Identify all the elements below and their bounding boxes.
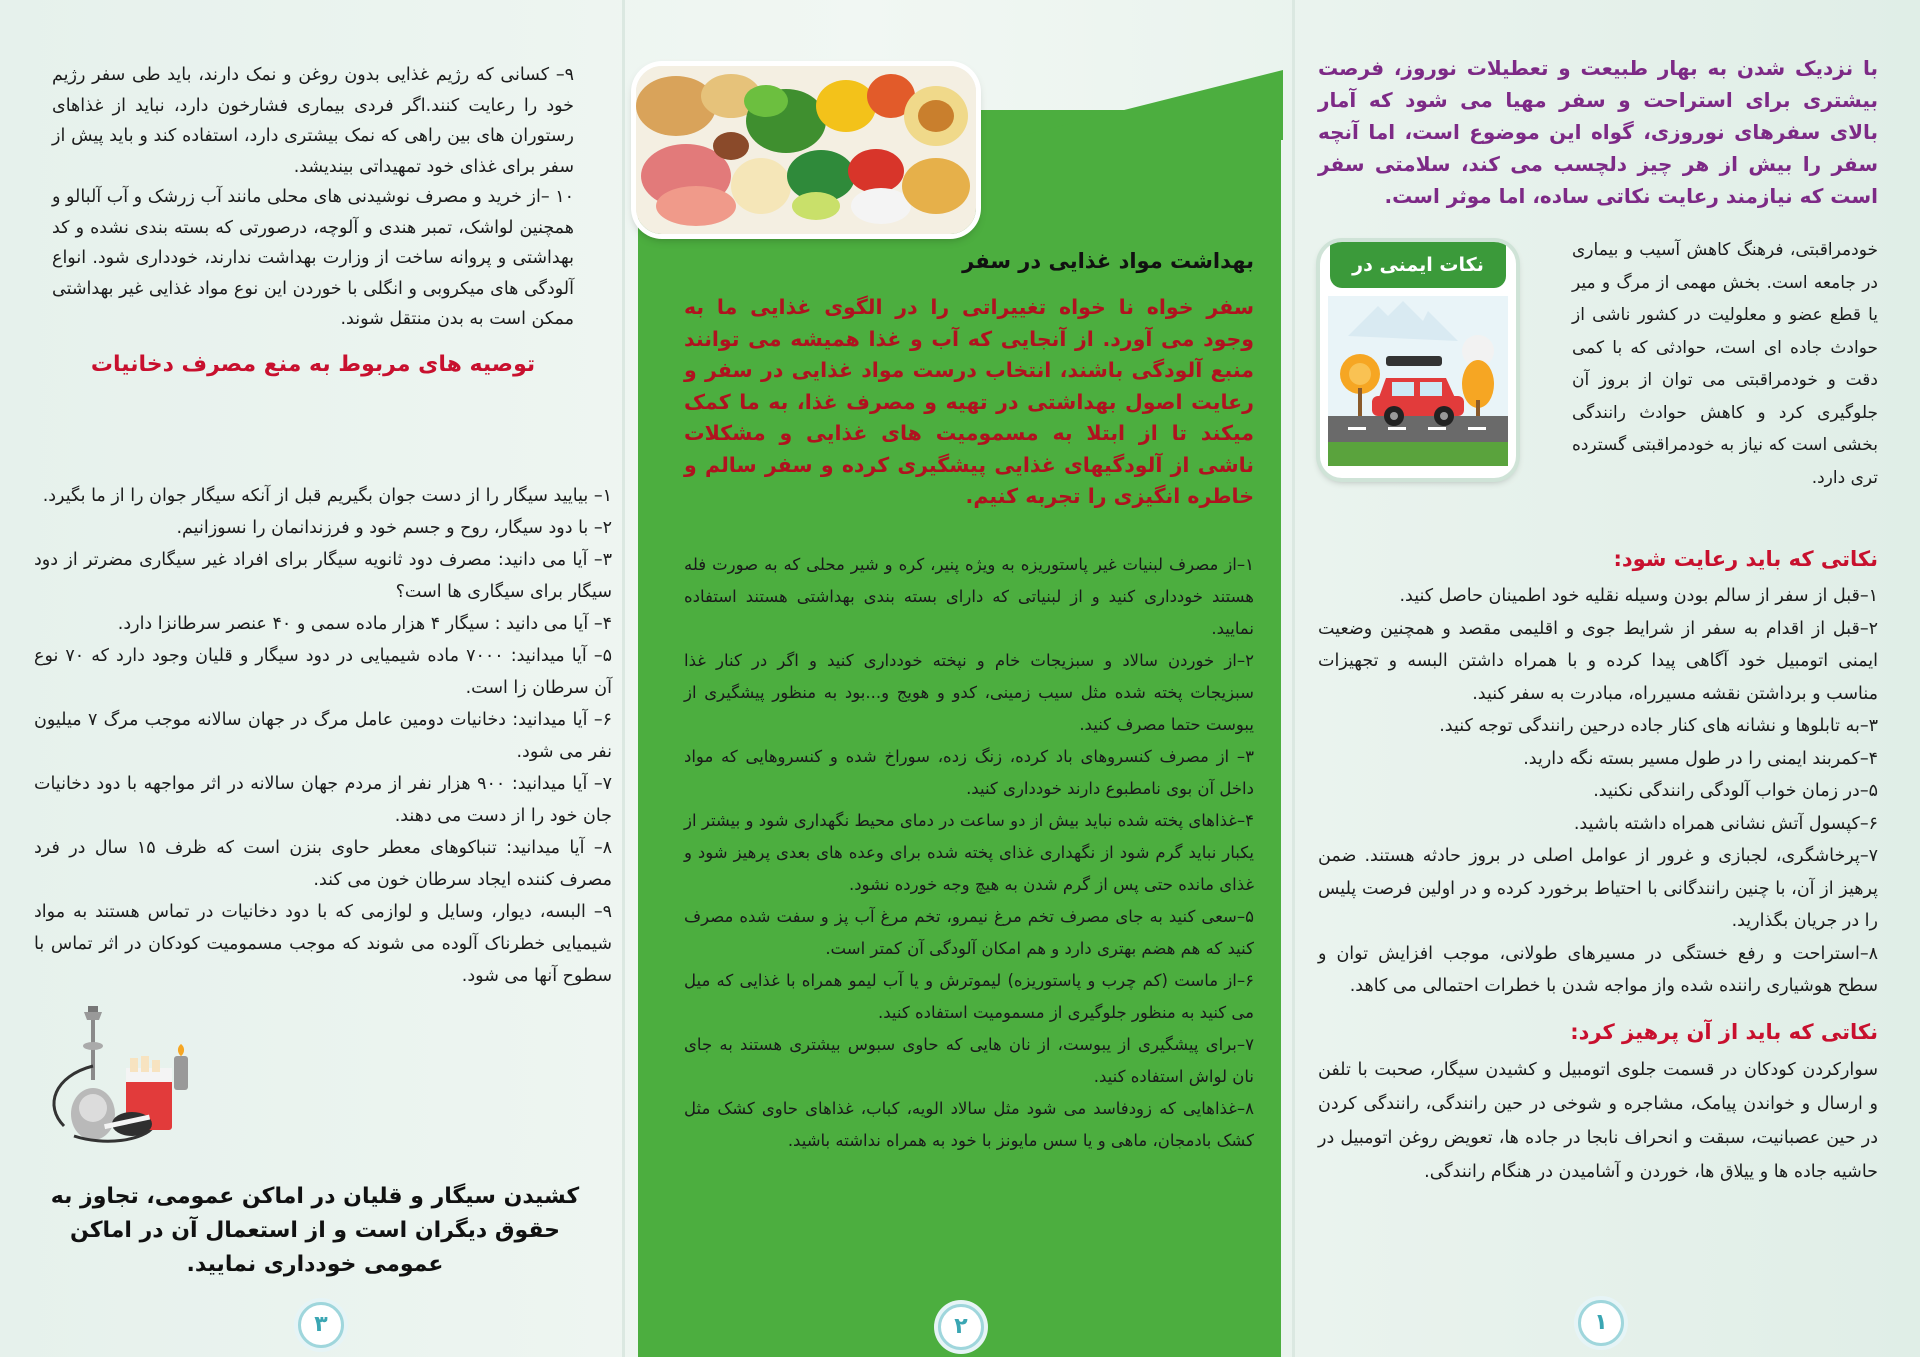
list-item: ۲–قبل از اقدام به سفر از شرایط جوی و اقلیمی مقصد و همچنین وضعیت ایمنی اتومبیل خود آگاهی پیدا کرده و با همراه داشتن البسه و تجهیزات مناسب و برداشتن نقشه مسیرراه، مبادرت به سفر کنید. — [1318, 618, 1878, 704]
food-tips-list — [684, 549, 1254, 1157]
list-item: ۶– آیا میدانید: دخانیات دومین عامل مرگ در جهان سالانه موجب مرگ ۷ میلیون نفر می شود. — [34, 710, 613, 762]
list-item: ۱–قبل از سفر از سالم بودن وسیله نقلیه خود اطمینان حاصل کنید. — [1399, 586, 1878, 606]
list-item: ۹– کسانی که رژیم غذایی بدون روغن و نمک دارند، باید طی سفر رژیم خود را رعایت کنند.اگر فردی بیماری فشارخون دارد، نباید از غذاهای رستوران های بین راهی که نمک بیشتری دارد، استفاده کند و باید پیش از سفر برای غذای خود تمهیداتی بیندیشد. — [52, 65, 574, 177]
smoking-list — [34, 480, 612, 992]
list-item: ۴– آیا می دانید : سیگار ۴ هزار ماده سمی و ۴۰ عنصر سرطانزا دارد. — [117, 614, 612, 634]
list-item: ۵–سعی کنید به جای مصرف تخم مرغ نیمرو، تخم مرغ آب پز و سفت شده مصرف کنید که هم هضم بهتری دارد و هم امکان آلودگی آن کمتر است. — [684, 906, 1254, 958]
hookah-cigarettes-icon — [44, 996, 204, 1146]
intro-text: با نزدیک شدن به بهار طبیعت و تعطیلات نوروز، فرصت بیشتری برای استراحت و سفر مهیا می شود که آمار بالای سفرهای نوروزی، گواه این موضوع است، اما آنچه سفر را بیش از هر چیز دلچسب می کند، سلامتی سفر است که نیازمند رعایت نکاتی ساده، اما موثر است. — [1318, 56, 1878, 208]
list-item: ۱– بیایید سیگار را از دست جوان بگیریم قبل از آنکه سیگار جوان را از ما بگیرد. — [42, 486, 612, 506]
safety-text: خودمراقبتی، فرهنگ کاهش آسیب و بیماری در جامعه است. بخش مهمی از مرگ و میر یا قطع عضو و معلولیت در کشور ناشی از حوادث جاده ای است، حوادثی که با کمی دقت و خودمراقبتی می توان از بروز آن جلوگیری کرد و کاهش حوادث رانندگی بخشی است که نیاز به خودمراقبتی گسترده تری دارد. — [1572, 240, 1878, 488]
list-item: ۲–از خوردن سالاد و سبزیجات خام و نپخته خودداری کنید و اگر در کنار غذا سبزیجات پخته شده مثل سیب زمینی، کدو و هویج و...بود به منظور پیشگیری از یبوست حتما مصرف کنید. — [684, 650, 1254, 734]
closing-text: کشیدن سیگار و قلیان در اماکن عمومی، تجاوز به حقوق دیگران است و از استعمال آن در اماکن عمومی خودداری نمایید. — [50, 1184, 580, 1277]
safety-badge — [1320, 242, 1516, 478]
list-item: ۷– آیا میدانید: ۹۰۰ هزار نفر از مردم جهان سالانه در اثر مواجهه با دود دخانیات جان خود را از دست می دهند. — [34, 774, 612, 826]
panel-divider — [622, 0, 625, 1357]
list-item: ۴–کمربند ایمنی را در طول مسیر بسته نگه دارید. — [1523, 748, 1878, 769]
must-list — [1318, 580, 1878, 1003]
food-collage-image — [636, 66, 976, 234]
list-item: ۳– از مصرف کنسروهای باد کرده، زنگ زده، سوراخ شده و کنسروهایی که مواد داخل آن بوی نامطبوع دارند خودداری کنید. — [684, 746, 1254, 798]
list-item: ۸– آیا میدانید: تنباکوهای معطر حاوی بنزن است که ظرف ۱۵ سال در فرد مصرف کننده ایجاد سرطان خون می کند. — [34, 838, 612, 890]
intro-text: سفر خواه نا خواه تغییراتی را در الگوی غذایی ما به وجود می آورد. از آنجایی که آب و غذا همیشه می توانند منبع آلودگی باشند، انتخاب درست مواد غذایی در سفر و رعایت اصول بهداشتی در تهیه و مصرف غذا، به ما کمک میکند تا از ابتلا به مسمومیت های غذایی و مشکلات ناشی از آلودگیهای غذایی پیشگیری کرده و سفر سالم و خاطره انگیزی را تجربه کنیم. — [684, 295, 1254, 508]
section-title: بهداشت مواد غذایی در سفر — [962, 249, 1254, 273]
list-item: ۱۰ –از خرید و مصرف نوشیدنی های محلی مانند آب زرشک و آب آلبالو و همچنین لواشک، تمبر هندی و آلوچه، درصورتی که بسته بندی نشده و کد بهداشتی و پروانه ساخت از وزارت بهداشت ندارند، خودداری شود. انواع آلودگی های میکروبی و انگلی با خوردن این نوع مواد غذایی غیر بهداشتی ممکن است به بدن منتقل شوند. — [52, 187, 574, 329]
list-item: ۸–غذاهایی که زودفاسد می شود مثل سالاد الویه، کباب، غذاهای حاوی کشک مثل کشک بادمجان، ماهی و یا سس مایونز با خود به همراه نداشته باشید. — [684, 1098, 1254, 1150]
list-item: ۶–از ماست (کم چرب و پاستوریزه) لیموترش و یا آب لیمو همراه با غذایی که میل می کنید به منظور جلوگیری از مسمومیت استفاده کنید. — [684, 970, 1254, 1022]
avoid-text: سوارکردن کودکان در قسمت جلوی اتومبیل و کشیدن سیگار، صحبت با تلفن و ارسال و خواندن پیامک، مشاجره و شوخی در حین رانندگی، رانندگی کردن در حین عصبانیت، سبقت و انحراف نابجا در جاده ها، تعویض روغن اتومبیل در حاشیه جاده ها و ییلاق ها، خوردن و آشامیدن در هنگام رانندگی. — [1318, 1059, 1878, 1182]
list-item: ۴–غذاهای پخته شده نباید بیش از دو ساعت در دمای محیط نگهداری شود و بیشتر از یکبار نباید گرم شود از نگهداری غذای پخته شده برای وعده های بعدی پرهیز شود و غذای مانده حتی پس از گرم شدن به هیچ وجه خورده نشود. — [684, 810, 1254, 894]
badge-title: نکات ایمنی در — [1330, 242, 1506, 288]
safety-section — [1318, 234, 1878, 534]
list-item: ۳– آیا می دانید: مصرف دود ثانویه سیگار برای افراد غیر سیگاری مضرتر از دود سیگار برای سیگاری ها است؟ — [34, 550, 612, 602]
avoid-heading: نکاتی که باید از آن پرهیز کرد: — [1570, 1019, 1878, 1044]
list-item: ۶–کپسول آتش نشانی همراه داشته باشید. — [1573, 813, 1878, 834]
list-item: ۳–به تابلوها و نشانه های کنار جاده درحین رانندگی توجه کنید. — [1439, 716, 1878, 736]
list-item: ۵– آیا میدانید: ۷۰۰۰ ماده شیمیایی در دود سیگار و قلیان وجود دارد که ۷۰ نوع آن سرطان زا است. — [34, 646, 612, 698]
list-item: ۷–برای پیشگیری از یبوست، از نان هایی که حاوی سبوس بیشتری هستند به جای نان لواش استفاده کنید. — [684, 1034, 1254, 1086]
must-heading: نکاتی که باید رعایت شود: — [1613, 547, 1878, 571]
page-number: ۱ — [1578, 1300, 1624, 1346]
list-item: ۵–در زمان خواب آلودگی رانندگی نکنید. — [1593, 781, 1878, 801]
list-item: ۲– با دود سیگار، روح و جسم خود و فرزندانمان را نسوزانیم. — [176, 518, 612, 538]
smoking-heading: توصیه های مربوط به منع مصرف دخانیات — [90, 351, 536, 377]
page-number: ۳ — [298, 1302, 344, 1348]
panel-divider — [1292, 0, 1295, 1357]
list-item: ۹– البسه، دیوار، وسایل و لوازمی که با دود دخانیات در تماس هستند به مواد شیمیایی خطرناک آلوده می شوند که موجب مسمومیت کودکان در اثر تماس با سطوح آنها می شود. — [34, 902, 612, 986]
panel-2 — [684, 244, 1254, 1157]
list-item: ۱–از مصرف لبنیات غیر پاستوریزه به ویژه پنیر، کره و شیر محلی که به صورت فله هستند خودداری کنید و از لبنیاتی که دارای بسته بندی بهداشتی هستند استفاده نمایید. — [684, 554, 1254, 638]
food-collage-icon — [636, 66, 976, 234]
panel-3 — [52, 60, 574, 393]
panel-1 — [1318, 52, 1878, 1189]
list-item: ۸–استراحت و رفع خستگی در مسیرهای طولانی، موجب افزایش توان و سطح هوشیاری راننده شده واز مواجه شدن با خطرات احتمالی می کاهد. — [1318, 943, 1878, 996]
list-item: ۷–پرخاشگری، لجبازی و غرور از عوامل اصلی در بروز حادثه هستند. ضمن پرهیز از آن، با چنین رانندگانی با احتیاط برخورد کرده و در اولین فرصت پلیس را در جریان بگذارید. — [1318, 846, 1878, 931]
car-illustration-icon — [1328, 296, 1508, 466]
page-number: ۲ — [938, 1304, 984, 1350]
